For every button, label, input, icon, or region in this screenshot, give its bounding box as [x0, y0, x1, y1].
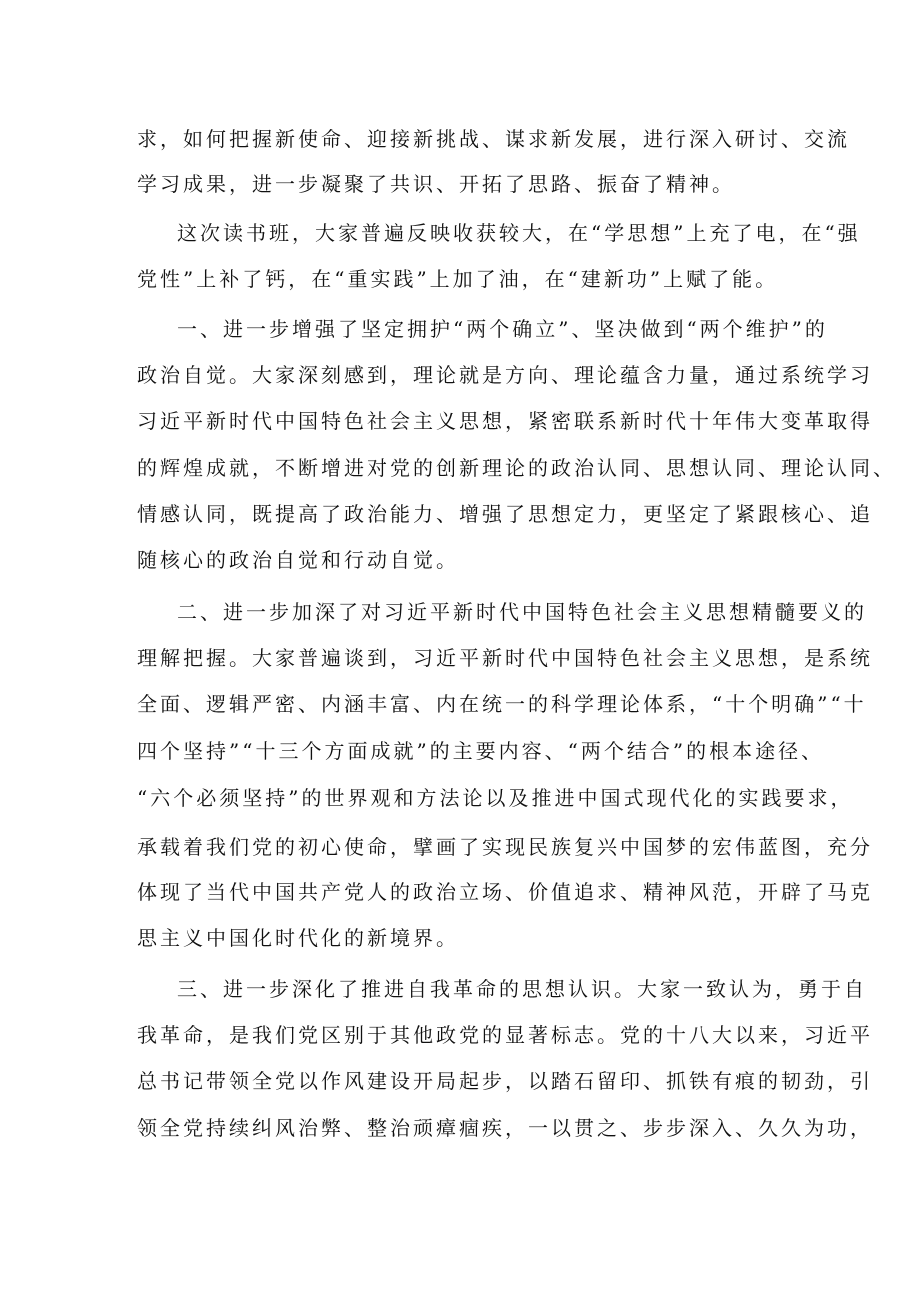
text-line: 全面、逻辑严密、内涵丰富、内在统一的科学理论体系，“十个明确”“十	[137, 692, 867, 716]
text-line: 一、进一步增强了坚定拥护“两个确立”、坚决做到“两个维护”的	[177, 317, 828, 341]
text-line: 四个坚持”“十三个方面成就”的主要内容、“两个结合”的根本途径、	[137, 739, 825, 763]
text-line: 承载着我们党的初心使命，擘画了实现民族复兴中国梦的宏伟蓝图，充分	[137, 835, 873, 859]
text-line: 我革命，是我们党区别于其他政党的显著标志。党的十八大以来，习近平	[137, 1023, 873, 1047]
text-line: 思主义中国化时代化的新境界。	[137, 926, 459, 950]
text-line: 随核心的政治自觉和行动自觉。	[137, 548, 459, 572]
text-line: 三、进一步深化了推进自我革命的思想认识。大家一致认为，勇于自	[177, 977, 867, 1001]
text-line: 总书记带领全党以作风建设开局起步，以踏石留印、抓铁有痕的韧劲，引	[137, 1069, 873, 1093]
text-line: 党性”上补了钙，在“重实践”上加了油，在“建新功”上赋了能。	[137, 267, 779, 291]
text-line: 习近平新时代中国特色社会主义思想，紧密联系新时代十年伟大变革取得	[137, 409, 873, 433]
text-line: 政治自觉。大家深刻感到，理论就是方向、理论蕴含力量，通过系统学习	[137, 363, 873, 387]
text-line: 求，如何把握新使命、迎接新挑战、谋求新发展，进行深入研讨、交流	[137, 127, 850, 151]
text-line: 学习成果，进一步凝聚了共识、开拓了思路、振奋了精神。	[137, 172, 735, 196]
text-line: “六个必须坚持”的世界观和方法论以及推进中国式现代化的实践要求，	[137, 786, 854, 810]
text-line: 二、进一步加深了对习近平新时代中国特色社会主义思想精髓要义的	[177, 600, 867, 624]
text-line: 理解把握。大家普遍谈到，习近平新时代中国特色社会主义思想，是系统	[137, 646, 873, 670]
text-line: 情感认同，既提高了政治能力、增强了思想定力，更坚定了紧跟核心、追	[137, 502, 873, 526]
text-line: 领全党持续纠风治弊、整治顽瘴痼疾，一以贯之、步步深入、久久为功，	[137, 1116, 873, 1140]
text-line: 这次读书班，大家普遍反映收获较大，在“学思想”上充了电，在“强	[177, 221, 861, 245]
text-line: 体现了当代中国共产党人的政治立场、价值追求、精神风范，开辟了马克	[137, 880, 873, 904]
text-line: 的辉煌成就，不断增进对党的创新理论的政治认同、思想认同、理论认同、	[137, 456, 896, 480]
